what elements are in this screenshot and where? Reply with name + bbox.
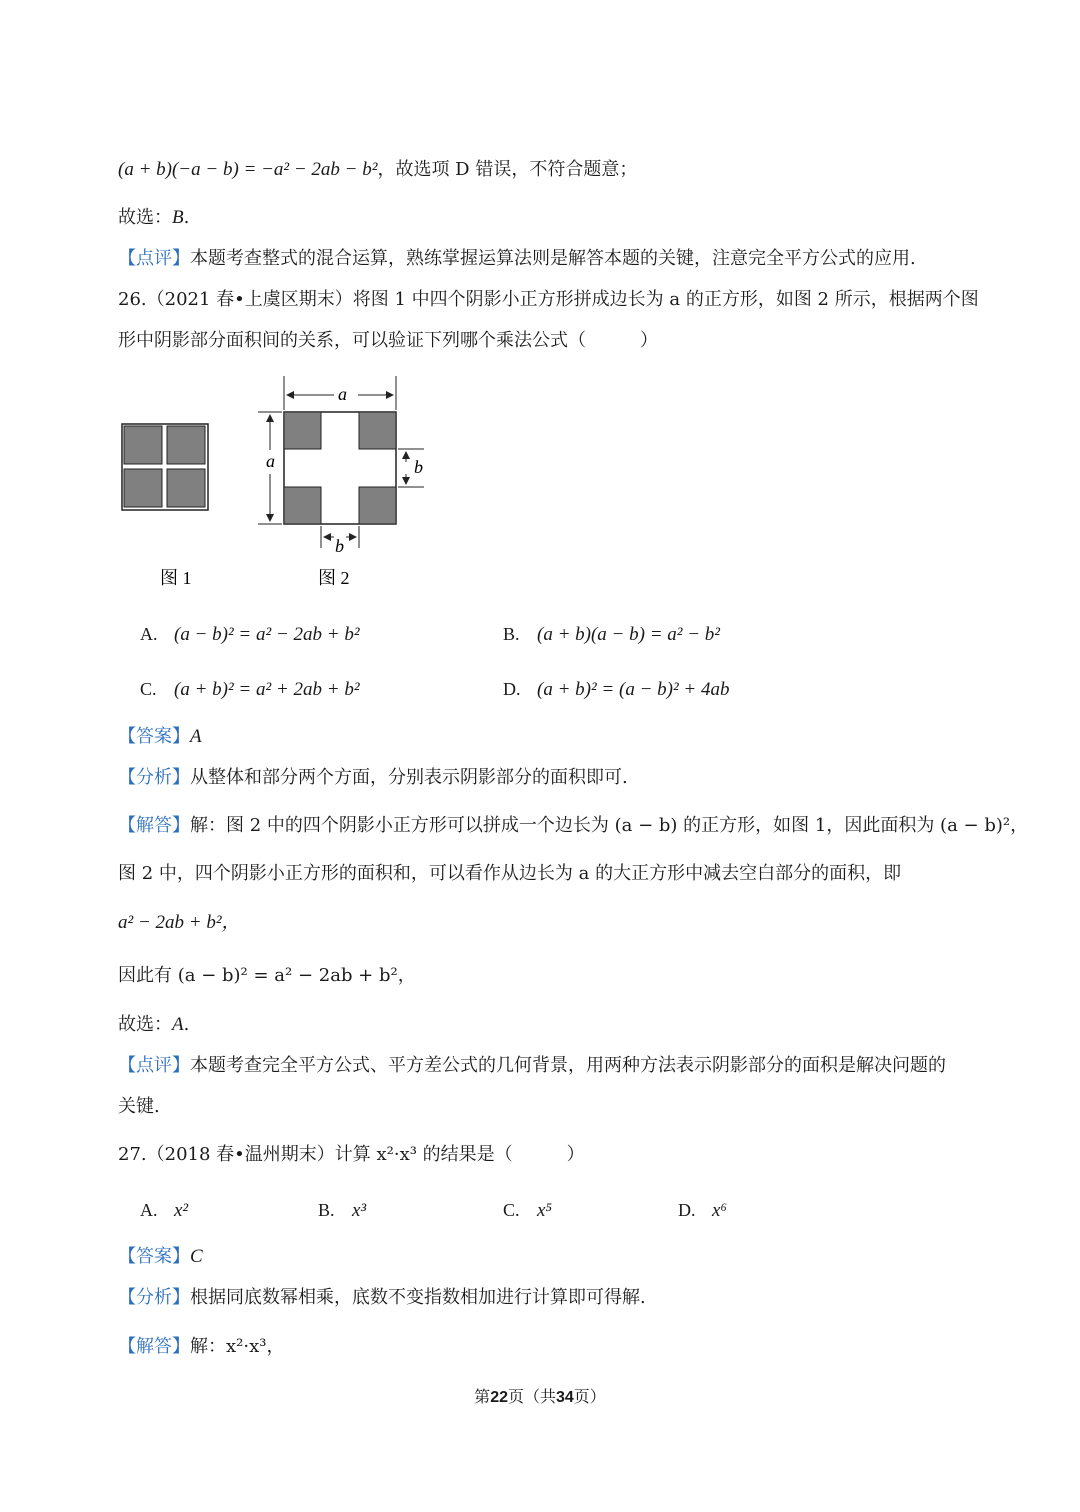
q27-analysis: 【分析】根据同底数幂相乘，底数不变指数相加进行计算即可得解. <box>118 1287 646 1308</box>
q26-option-a: A. (a − b)² = a² − 2ab + b² <box>140 624 360 645</box>
q27-stem: 27.（2018 春•温州期末）计算 x²·x³ 的结果是（ ） <box>118 1144 585 1165</box>
choose-line-top: 故选：B. <box>118 207 190 228</box>
eq-d-line <box>118 156 637 184</box>
eq-d: (a + b)(−a − b) = −a² − 2ab − b² <box>118 159 378 180</box>
q26-solution-line3: a² − 2ab + b²， <box>118 912 241 933</box>
q27-option-c: C. x⁵ <box>503 1200 553 1221</box>
q26-answer: 【答案】A <box>118 726 202 747</box>
fig2-label-a-left: a <box>266 451 275 471</box>
q27-option-d: D. x⁶ <box>678 1200 728 1221</box>
review-tag: 【点评】 <box>118 248 190 269</box>
review-line-top: 【点评】本题考查整式的混合运算，熟练掌握运算法则是解答本题的关键，注意完全平方公式的应用. <box>118 248 916 269</box>
fig2-label-b-right: b <box>414 457 423 477</box>
q26-choose: 故选：A. <box>118 1014 190 1035</box>
q26-review-line1: 【点评】本题考查完全平方公式、平方差公式的几何背景，用两种方法表示阴影部分的面积是解决问题的 <box>118 1055 946 1076</box>
page-number: 22 <box>490 1389 508 1406</box>
q26-option-d: D. (a + b)² = (a − b)² + 4ab <box>503 679 730 700</box>
q27-option-a: A. x² <box>140 1200 189 1221</box>
q26-solution-line2: 图 2 中，四个阴影小正方形的面积和，可以看作从边长为 a 的大正方形中减去空白部分的面积，即 <box>118 863 902 884</box>
q27-option-b: B. x³ <box>318 1200 367 1221</box>
page-footer: 第22页（共34页） <box>474 1387 606 1406</box>
q27-solution: 【解答】解：x²·x³， <box>118 1336 285 1357</box>
fig1-caption: 图 1 <box>160 568 192 588</box>
q26-stem-line2: 形中阴影部分面积间的关系，可以验证下列哪个乘法公式（ ） <box>118 330 658 351</box>
q26-option-b: B. (a + b)(a − b) = a² − b² <box>503 624 720 645</box>
q26-stem-line1: 26.（2021 春•上虞区期末）将图 1 中四个阴影小正方形拼成边长为 a 的正方形，如图 2 所示，根据两个图 <box>118 289 979 310</box>
page-total: 34 <box>556 1389 574 1406</box>
fig2-caption: 图 2 <box>318 568 350 588</box>
q26-analysis: 【分析】从整体和部分两个方面，分别表示阴影部分的面积即可. <box>118 767 628 788</box>
q26-solution-line4: 因此有 (a − b)² = a² − 2ab + b²， <box>118 965 416 986</box>
q26-figures <box>110 370 460 600</box>
q26-option-c: C. (a + b)² = a² + 2ab + b² <box>140 679 360 700</box>
fig2-label-a-top: a <box>338 384 347 404</box>
q27-answer: 【答案】C <box>118 1246 203 1267</box>
fig2-label-b-bottom: b <box>335 536 344 556</box>
q26-review-line2: 关键. <box>118 1096 160 1117</box>
figure-1 <box>122 424 208 510</box>
eq-d-text: ，故选项 D 错误，不符合题意； <box>377 159 638 180</box>
q26-solution-line1: 【解答】解：图 2 中的四个阴影小正方形可以拼成一个边长为 (a − b) 的正方形，如图 1，因此面积为 (a − b)²， <box>118 815 1029 836</box>
